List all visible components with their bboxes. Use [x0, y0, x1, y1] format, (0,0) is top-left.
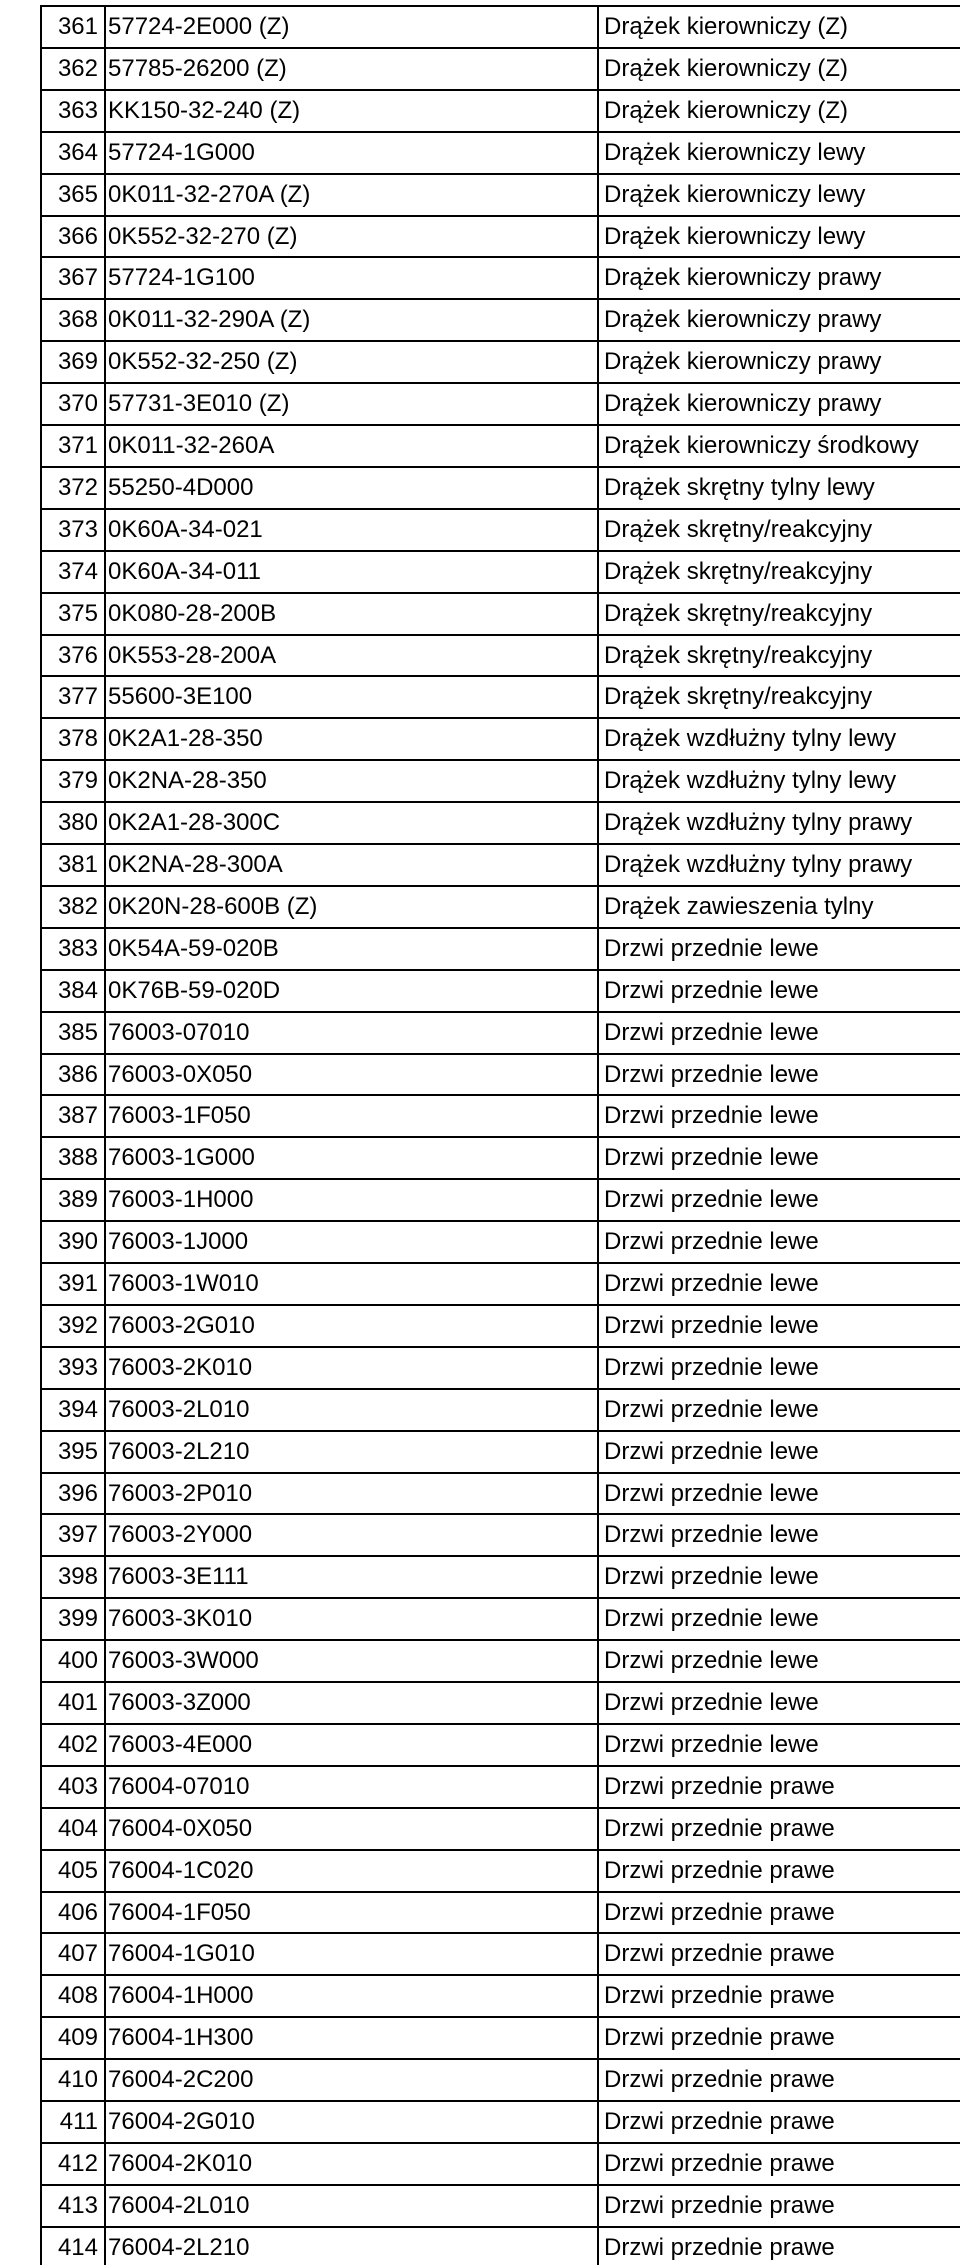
- table-row: [0, 2185, 960, 2226]
- row-divider: [40, 1136, 960, 1138]
- part-code: KK150-32-240 (Z): [108, 96, 301, 124]
- row-number: 392: [57, 1311, 98, 1339]
- row-divider: [40, 2226, 960, 2228]
- row-divider: [40, 927, 960, 929]
- part-description: Drążek skrętny tylny lewy: [604, 473, 875, 501]
- table-row: [0, 1221, 960, 1262]
- part-code: 76004-0X050: [108, 1814, 253, 1842]
- part-description: Drążek wzdłużny tylny lewy: [604, 725, 897, 753]
- part-description: Drzwi przednie lewe: [604, 1437, 819, 1465]
- table-row: [0, 425, 960, 466]
- column-divider: [597, 5, 599, 2265]
- row-divider: [40, 1472, 960, 1474]
- table-row: [0, 1095, 960, 1136]
- part-code: 76004-1H000: [108, 1982, 254, 2010]
- part-description: Drzwi przednie lewe: [604, 1186, 819, 1214]
- part-description: Drzwi przednie lewe: [604, 1228, 819, 1256]
- part-code: 76004-1G010: [108, 1940, 255, 1968]
- row-number: 362: [57, 54, 98, 82]
- table-row: [0, 1892, 960, 1933]
- row-divider: [40, 1178, 960, 1180]
- row-divider: [40, 131, 960, 133]
- table-row: [0, 509, 960, 550]
- part-code: 76003-2L210: [108, 1437, 250, 1465]
- row-number: 397: [57, 1521, 98, 1549]
- row-number: 378: [57, 725, 98, 753]
- row-divider: [40, 1346, 960, 1348]
- row-number: 407: [57, 1940, 98, 1968]
- row-divider: [40, 424, 960, 426]
- part-description: Drzwi przednie lewe: [604, 1270, 819, 1297]
- table-row: [0, 676, 960, 717]
- part-code: 76003-4E000: [108, 1730, 253, 1758]
- part-description: Drążek skrętny/reakcyjny: [604, 515, 873, 543]
- row-number: 382: [57, 892, 98, 920]
- row-number: 391: [57, 1270, 98, 1297]
- table-row: [0, 383, 960, 424]
- row-number: 404: [57, 1814, 98, 1842]
- part-description: Drążek skrętny/reakcyjny: [604, 557, 873, 585]
- part-code: 0K2A1-28-350: [108, 725, 263, 753]
- table-row: [0, 1012, 960, 1053]
- part-code: 0K011-32-270A (Z): [108, 180, 311, 208]
- row-number: 412: [57, 2149, 98, 2177]
- row-divider: [40, 717, 960, 719]
- row-divider: [40, 1094, 960, 1096]
- table-row: [0, 1263, 960, 1304]
- row-divider: [40, 1974, 960, 1976]
- table-row: [0, 635, 960, 676]
- row-number: 400: [57, 1647, 98, 1675]
- part-code: 57731-3E010 (Z): [108, 390, 290, 418]
- row-divider: [40, 2100, 960, 2102]
- row-divider: [40, 1807, 960, 1809]
- part-code: 0K20N-28-600B (Z): [108, 892, 318, 920]
- row-number: 383: [57, 934, 98, 962]
- row-number: 376: [57, 641, 98, 669]
- row-number: 366: [57, 222, 98, 250]
- table-row: [0, 1137, 960, 1178]
- part-description: Drzwi przednie prawe: [604, 1982, 835, 2010]
- part-code: 0K60A-34-021: [108, 515, 263, 543]
- row-number: 368: [57, 306, 98, 334]
- row-number: 369: [57, 348, 98, 376]
- row-divider: [40, 47, 960, 49]
- table-row: [0, 1808, 960, 1849]
- part-description: Drzwi przednie lewe: [604, 1479, 819, 1507]
- part-code: 76003-3E111: [108, 1563, 249, 1591]
- row-number: 365: [57, 180, 98, 208]
- row-divider: [40, 340, 960, 342]
- row-divider: [40, 1430, 960, 1432]
- row-divider: [40, 675, 960, 677]
- row-divider: [40, 298, 960, 300]
- table-row: [0, 718, 960, 759]
- part-code: 76003-2L010: [108, 1395, 250, 1423]
- column-divider: [40, 5, 42, 2265]
- row-divider: [40, 1849, 960, 1851]
- row-divider: [40, 508, 960, 510]
- part-code: 76004-1C020: [108, 1856, 254, 1884]
- part-code: 57724-2E000 (Z): [108, 13, 290, 40]
- row-divider: [40, 1639, 960, 1641]
- part-code: 76003-0X050: [108, 1060, 253, 1088]
- part-code: 76004-2C200: [108, 2066, 254, 2094]
- part-code: 0K54A-59-020B: [108, 934, 279, 962]
- row-number: 411: [59, 2108, 98, 2135]
- row-number: 381: [57, 851, 98, 878]
- row-divider: [40, 1220, 960, 1222]
- part-code: 76004-1H300: [108, 2024, 254, 2052]
- part-description: Drzwi przednie lewe: [604, 1563, 819, 1591]
- table-row: [0, 1514, 960, 1555]
- part-description: Drzwi przednie lewe: [604, 1144, 819, 1172]
- row-divider: [40, 592, 960, 594]
- row-divider: [40, 1765, 960, 1767]
- part-description: Drążek kierowniczy lewy: [604, 138, 866, 166]
- row-divider: [40, 1262, 960, 1264]
- part-description: Drążek kierowniczy prawy: [604, 264, 882, 292]
- table-row: [0, 1347, 960, 1388]
- table-row: [0, 6, 960, 47]
- part-description: Drzwi przednie lewe: [604, 976, 819, 1004]
- row-number: 385: [57, 1018, 98, 1046]
- part-code: 55600-3E100: [108, 683, 253, 711]
- part-code: 76003-2K010: [108, 1353, 253, 1381]
- table-row: [0, 1598, 960, 1639]
- table-row: [0, 90, 960, 131]
- table-row: [0, 760, 960, 801]
- row-divider: [40, 256, 960, 258]
- row-number: 403: [57, 1772, 98, 1800]
- part-description: Drzwi przednie lewe: [604, 1605, 819, 1633]
- table-row: [0, 593, 960, 634]
- part-code: 57724-1G000: [108, 138, 255, 166]
- row-divider: [40, 550, 960, 552]
- part-description: Drzwi przednie prawe: [604, 2108, 835, 2135]
- part-code: 76003-3Z000: [108, 1689, 251, 1716]
- part-code: 76003-1J000: [108, 1228, 249, 1256]
- part-code: 76004-1F050: [108, 1898, 251, 1926]
- row-number: 387: [57, 1102, 98, 1130]
- part-code: 0K553-28-200A: [108, 641, 277, 669]
- part-code: 76004-2G010: [108, 2108, 255, 2135]
- table-row: [0, 2227, 960, 2265]
- part-description: Drążek kierowniczy środkowy: [604, 432, 919, 459]
- table-row: [0, 132, 960, 173]
- row-number: 398: [57, 1563, 98, 1591]
- row-number: 379: [57, 767, 98, 795]
- part-code: 76003-2Y000: [108, 1521, 253, 1549]
- part-description: Drzwi przednie prawe: [604, 2233, 835, 2261]
- row-divider: [40, 1723, 960, 1725]
- row-number: 373: [57, 515, 98, 543]
- part-code: 57785-26200 (Z): [108, 54, 287, 82]
- row-number: 396: [57, 1479, 98, 1507]
- part-code: 76003-1W010: [108, 1270, 259, 1297]
- part-description: Drzwi przednie lewe: [604, 1647, 819, 1675]
- part-description: Drążek kierowniczy prawy: [604, 390, 882, 418]
- row-number: 386: [57, 1060, 98, 1088]
- part-code: 76004-2K010: [108, 2149, 253, 2177]
- part-code: 55250-4D000: [108, 473, 254, 501]
- part-code: 76003-2G010: [108, 1311, 255, 1339]
- row-divider: [40, 1304, 960, 1306]
- table-row: [0, 1933, 960, 1974]
- part-description: Drążek zawieszenia tylny: [604, 892, 874, 920]
- row-number: 364: [57, 138, 98, 166]
- part-description: Drzwi przednie lewe: [604, 1730, 819, 1758]
- row-divider: [40, 1681, 960, 1683]
- part-description: Drzwi przednie prawe: [604, 2024, 835, 2052]
- part-code: 0K080-28-200B: [108, 599, 277, 627]
- row-number: 413: [57, 2191, 98, 2219]
- table-row: [0, 467, 960, 508]
- row-number: 394: [57, 1395, 98, 1423]
- part-description: Drzwi przednie lewe: [604, 1353, 819, 1381]
- table-row: [0, 257, 960, 298]
- row-number: 409: [57, 2024, 98, 2052]
- row-number: 388: [57, 1144, 98, 1172]
- row-divider: [40, 1555, 960, 1557]
- row-number: 395: [57, 1437, 98, 1465]
- row-divider: [40, 1932, 960, 1934]
- row-divider: [40, 843, 960, 845]
- table-row: [0, 1473, 960, 1514]
- part-code: 76003-07010: [108, 1018, 250, 1046]
- part-description: Drzwi przednie lewe: [604, 1689, 819, 1716]
- table-row: [0, 216, 960, 257]
- table-row: [0, 299, 960, 340]
- table-row: [0, 1724, 960, 1765]
- row-divider: [40, 885, 960, 887]
- part-code: 76004-2L210: [108, 2233, 250, 2261]
- row-divider: [40, 1388, 960, 1390]
- row-number: 408: [57, 1982, 98, 2010]
- row-number: 374: [57, 557, 98, 585]
- part-description: Drzwi przednie prawe: [604, 1772, 835, 1800]
- row-number: 377: [57, 683, 98, 711]
- row-divider: [40, 466, 960, 468]
- row-divider: [40, 2016, 960, 2018]
- row-number: 375: [57, 599, 98, 627]
- row-number: 406: [57, 1898, 98, 1926]
- part-code: 76003-3K010: [108, 1605, 253, 1633]
- table-row: [0, 802, 960, 843]
- table-row: [0, 551, 960, 592]
- row-divider: [40, 801, 960, 803]
- table-row: [0, 174, 960, 215]
- row-divider: [40, 969, 960, 971]
- part-code: 0K2NA-28-350: [108, 767, 267, 795]
- row-number: 372: [57, 473, 98, 501]
- table-row: [0, 48, 960, 89]
- part-description: Drzwi przednie prawe: [604, 2191, 835, 2219]
- row-number: 390: [57, 1228, 98, 1256]
- table-row: [0, 1640, 960, 1681]
- row-number: 389: [57, 1186, 98, 1214]
- table-row: [0, 341, 960, 382]
- part-description: Drążek wzdłużny tylny lewy: [604, 767, 897, 795]
- part-code: 0K552-32-250 (Z): [108, 348, 298, 376]
- part-description: Drążek wzdłużny tylny prawy: [604, 851, 913, 878]
- part-code: 76003-3W000: [108, 1647, 259, 1675]
- part-description: Drążek kierowniczy (Z): [604, 54, 849, 82]
- row-divider: [40, 5, 960, 7]
- table-row: [0, 1975, 960, 2016]
- table-row: [0, 844, 960, 885]
- row-divider: [40, 2058, 960, 2060]
- part-description: Drzwi przednie prawe: [604, 1856, 835, 1884]
- row-divider: [40, 1891, 960, 1893]
- table-row: [0, 2017, 960, 2058]
- table-row: [0, 1431, 960, 1472]
- part-description: Drzwi przednie lewe: [604, 1311, 819, 1339]
- table-row: [0, 970, 960, 1011]
- row-divider: [40, 173, 960, 175]
- table-row: [0, 1850, 960, 1891]
- column-divider: [104, 5, 106, 2265]
- table-row: [0, 1766, 960, 1807]
- part-description: Drzwi przednie lewe: [604, 1395, 819, 1423]
- row-number: 402: [57, 1730, 98, 1758]
- part-description: Drzwi przednie lewe: [604, 1018, 819, 1046]
- part-description: Drążek skrętny/reakcyjny: [604, 683, 873, 711]
- row-number: 401: [57, 1689, 98, 1716]
- part-code: 0K011-32-260A: [108, 432, 275, 459]
- row-number: 363: [57, 96, 98, 124]
- part-code: 0K2NA-28-300A: [108, 851, 283, 878]
- part-description: Drzwi przednie prawe: [604, 1940, 835, 1968]
- part-code: 76003-1F050: [108, 1102, 251, 1130]
- table-row: [0, 1682, 960, 1723]
- row-divider: [40, 2184, 960, 2186]
- part-description: Drążek skrętny/reakcyjny: [604, 641, 873, 669]
- row-divider: [40, 634, 960, 636]
- row-number: 371: [57, 432, 98, 459]
- part-code: 76003-2P010: [108, 1479, 253, 1507]
- part-description: Drzwi przednie prawe: [604, 1814, 835, 1842]
- table-row: [0, 1389, 960, 1430]
- part-description: Drążek kierowniczy lewy: [604, 180, 866, 208]
- part-code: 76003-1H000: [108, 1186, 254, 1214]
- row-divider: [40, 215, 960, 217]
- part-description: Drzwi przednie prawe: [604, 1898, 835, 1926]
- part-description: Drzwi przednie lewe: [604, 1521, 819, 1549]
- table-row: [0, 2143, 960, 2184]
- part-description: Drążek kierowniczy lewy: [604, 222, 866, 250]
- row-number: 414: [57, 2233, 98, 2261]
- row-divider: [40, 1011, 960, 1013]
- part-code: 0K76B-59-020D: [108, 976, 281, 1004]
- row-divider: [40, 1513, 960, 1515]
- table-row: [0, 886, 960, 927]
- row-number: 384: [57, 976, 98, 1004]
- table-row: [0, 1054, 960, 1095]
- part-code: 0K60A-34-011: [108, 557, 261, 585]
- part-description: Drążek kierowniczy (Z): [604, 13, 849, 40]
- part-code: 0K011-32-290A (Z): [108, 306, 311, 334]
- row-number: 361: [57, 13, 98, 40]
- row-divider: [40, 759, 960, 761]
- row-number: 380: [57, 809, 98, 837]
- part-code: 0K2A1-28-300C: [108, 809, 281, 837]
- part-description: Drzwi przednie lewe: [604, 1060, 819, 1088]
- part-description: Drążek wzdłużny tylny prawy: [604, 809, 913, 837]
- row-number: 370: [57, 390, 98, 418]
- row-number: 367: [57, 264, 98, 292]
- row-divider: [40, 2142, 960, 2144]
- part-description: Drążek kierowniczy prawy: [604, 348, 882, 376]
- part-description: Drzwi przednie prawe: [604, 2149, 835, 2177]
- part-code: 57724-1G100: [108, 264, 255, 292]
- row-divider: [40, 1053, 960, 1055]
- table-row: [0, 2101, 960, 2142]
- row-divider: [40, 1597, 960, 1599]
- part-description: Drążek skrętny/reakcyjny: [604, 599, 873, 627]
- part-code: 76003-1G000: [108, 1144, 255, 1172]
- part-description: Drążek kierowniczy prawy: [604, 306, 882, 334]
- table-row: [0, 928, 960, 969]
- row-number: 410: [57, 2066, 98, 2094]
- row-number: 393: [57, 1353, 98, 1381]
- table-row: [0, 1179, 960, 1220]
- row-divider: [40, 89, 960, 91]
- part-description: Drzwi przednie lewe: [604, 934, 819, 962]
- table-row: [0, 2059, 960, 2100]
- part-code: 76004-2L010: [108, 2191, 250, 2219]
- part-code: 0K552-32-270 (Z): [108, 222, 298, 250]
- part-description: Drzwi przednie prawe: [604, 2066, 835, 2094]
- row-number: 405: [57, 1856, 98, 1884]
- row-number: 399: [57, 1605, 98, 1633]
- table-row: [0, 1305, 960, 1346]
- part-description: Drzwi przednie lewe: [604, 1102, 819, 1130]
- part-description: Drążek kierowniczy (Z): [604, 96, 849, 124]
- row-divider: [40, 382, 960, 384]
- table-row: [0, 1556, 960, 1597]
- part-code: 76004-07010: [108, 1772, 250, 1800]
